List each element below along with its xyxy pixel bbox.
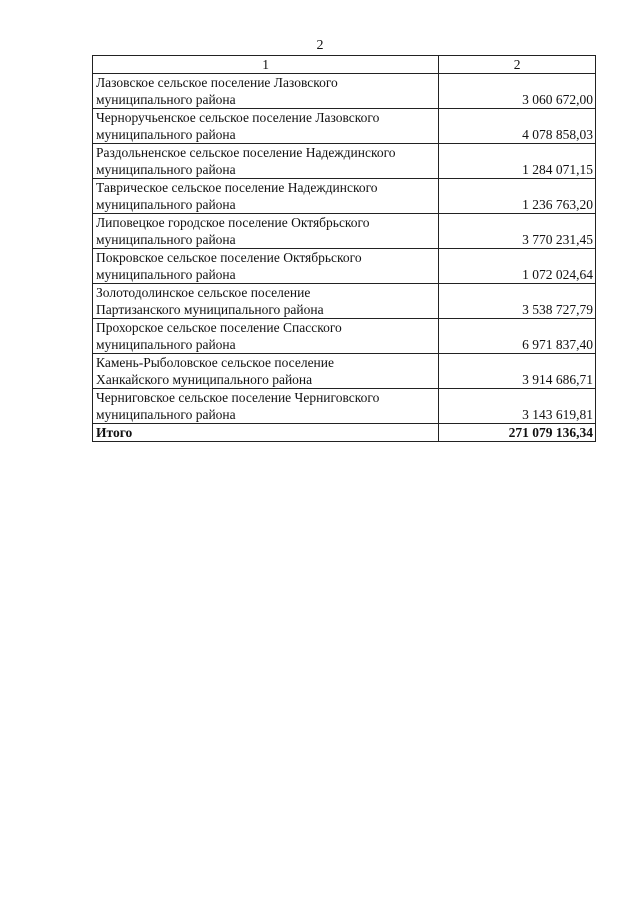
column-header-2: 2 — [439, 56, 596, 74]
settlement-name-cell — [93, 354, 439, 389]
settlement-name-cell — [93, 249, 439, 284]
table-body — [93, 56, 596, 442]
settlement-name-line: муниципального района — [96, 337, 236, 352]
amount-cell: 3 538 727,79 — [439, 284, 596, 319]
amount-cell: 3 770 231,45 — [439, 214, 596, 249]
amount-cell: 3 143 619,81 — [439, 389, 596, 424]
total-amount: 271 079 136,34 — [439, 424, 596, 442]
settlement-name-line: Ханкайского муниципального района — [96, 372, 313, 387]
table-row — [93, 179, 596, 214]
amount-cell: 1 236 763,20 — [439, 179, 596, 214]
settlement-name-line: Черноручьенское сельское поселение Лазовского — [96, 110, 380, 125]
amount-cell: 1 072 024,64 — [439, 249, 596, 284]
settlement-name-line: Таврическое сельское поселение Надеждинского — [96, 180, 378, 195]
settlement-name-line: Золотодолинское сельское поселение — [96, 285, 311, 300]
settlement-name-line: Покровское сельское поселение Октябрьского — [96, 250, 362, 265]
amount-cell: 3 914 686,71 — [439, 354, 596, 389]
settlement-name-line: Прохорское сельское поселение Спасского — [96, 320, 342, 335]
settlement-name-line: Липовецкое городское поселение Октябрьского — [96, 215, 370, 230]
settlement-name-line: муниципального района — [96, 232, 236, 247]
settlement-name-cell — [93, 284, 439, 319]
settlement-name-cell — [93, 109, 439, 144]
amount-cell: 3 060 672,00 — [439, 74, 596, 109]
amount-cell: 1 284 071,15 — [439, 144, 596, 179]
total-label: Итого — [93, 424, 439, 442]
settlement-name-line: Партизанского муниципального района — [96, 302, 324, 317]
table-row — [93, 214, 596, 249]
settlement-name-line: муниципального района — [96, 162, 236, 177]
settlement-name-line: Черниговское сельское поселение Черниговского — [96, 390, 380, 405]
settlement-name-cell — [93, 74, 439, 109]
settlement-name-cell — [93, 389, 439, 424]
settlement-name-line: муниципального района — [96, 127, 236, 142]
amount-cell: 6 971 837,40 — [439, 319, 596, 354]
table-header-row — [93, 56, 596, 74]
settlements-table — [92, 55, 596, 442]
table-row — [93, 354, 596, 389]
page-number: 2 — [316, 38, 324, 53]
table-row — [93, 389, 596, 424]
settlement-name-cell — [93, 144, 439, 179]
settlement-name-cell — [93, 214, 439, 249]
table-row — [93, 249, 596, 284]
table-row — [93, 319, 596, 354]
settlement-name-cell — [93, 319, 439, 354]
settlement-name-line: муниципального района — [96, 92, 236, 107]
table-row — [93, 284, 596, 319]
total-row — [93, 424, 596, 442]
column-header-1: 1 — [93, 56, 439, 74]
settlement-name-line: муниципального района — [96, 407, 236, 422]
settlement-name-line: Лазовское сельское поселение Лазовского — [96, 75, 338, 90]
settlement-name-line: Раздольненское сельское поселение Надеждинского — [96, 145, 396, 160]
table-row — [93, 144, 596, 179]
settlement-name-cell — [93, 179, 439, 214]
settlement-name-line: Камень-Рыболовское сельское поселение — [96, 355, 334, 370]
settlement-name-line: муниципального района — [96, 197, 236, 212]
amount-cell: 4 078 858,03 — [439, 109, 596, 144]
table-row — [93, 74, 596, 109]
settlement-name-line: муниципального района — [96, 267, 236, 282]
table-row — [93, 109, 596, 144]
